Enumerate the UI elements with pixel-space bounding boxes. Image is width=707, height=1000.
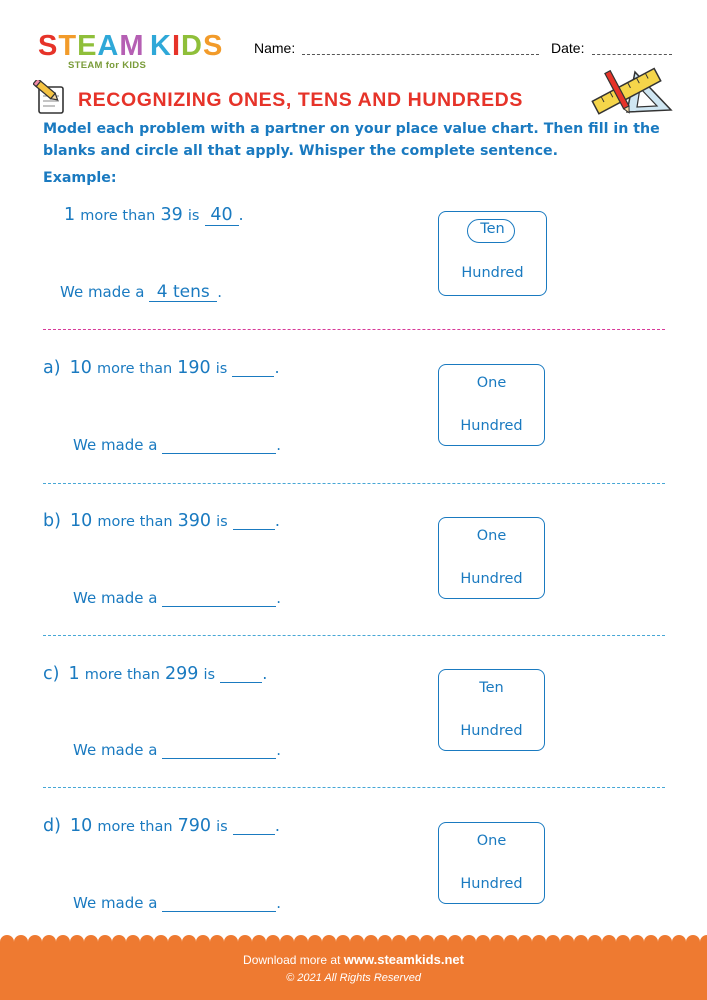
page-title: RECOGNIZING ONES, TENS AND HUNDREDS — [78, 89, 523, 111]
problem-d-choice-hundred[interactable]: Hundred — [460, 876, 523, 892]
divider-blue — [43, 787, 665, 788]
problem-b-choice-box — [438, 517, 545, 599]
problem-d-made-sentence: We made a . — [73, 894, 282, 912]
logo-word-steam: STEAM — [38, 30, 145, 62]
footer-download: Download more at www.steamkids.net — [243, 952, 464, 967]
divider-blue — [43, 635, 665, 636]
example-choice-ten[interactable]: Ten — [480, 221, 505, 237]
problem-a-answer-blank[interactable] — [232, 360, 274, 377]
problem-b-made-blank[interactable] — [162, 591, 276, 607]
instructions: Model each problem with a partner on your place value chart. Then fill in the blanks and circle all that apply. Whisper the complete sentence. — [43, 121, 660, 159]
example-made-sentence: We made a 4 tens . — [60, 282, 223, 302]
problem-d-choice-one[interactable]: One — [476, 833, 507, 849]
problem-d-answer-blank[interactable] — [233, 818, 275, 835]
problem-c-answer-blank[interactable] — [220, 666, 262, 683]
problem-b-question: b) 10 more than 390 is . — [43, 511, 280, 531]
problem-a-made-sentence: We made a . — [73, 436, 282, 454]
problem-c-choice-box — [438, 669, 545, 751]
problem-b-choice-hundred[interactable]: Hundred — [460, 571, 523, 587]
problem-d-made-blank[interactable] — [162, 896, 276, 912]
footer-bar — [0, 942, 707, 1000]
example-made-answer: 4 tens — [149, 284, 217, 302]
logo-word-kids: KIDS — [150, 30, 224, 62]
example-question: 1 more than 39 is 40 . — [64, 205, 244, 225]
example-choice-box — [438, 211, 547, 296]
problem-c-made-sentence: We made a . — [73, 741, 282, 759]
date-line[interactable] — [592, 54, 672, 55]
problem-a-made-blank[interactable] — [162, 438, 276, 454]
footer-copyright: © 2021 All Rights Reserved — [286, 972, 421, 984]
problem-b-made-sentence: We made a . — [73, 589, 282, 607]
divider-blue — [43, 483, 665, 484]
problem-a-choice-one[interactable]: One — [476, 375, 507, 391]
problem-a-choice-hundred[interactable]: Hundred — [460, 418, 523, 434]
example-choice-hundred[interactable]: Hundred — [461, 265, 524, 281]
problem-a-question: a) 10 more than 190 is . — [43, 358, 280, 378]
problem-c-choice-ten[interactable]: Ten — [479, 680, 504, 696]
footer-site-link[interactable]: www.steamkids.net — [343, 952, 464, 967]
problem-b-choice-one[interactable]: One — [476, 528, 507, 544]
date-label: Date: — [551, 40, 585, 56]
problem-d-question: d) 10 more than 790 is . — [43, 816, 280, 836]
divider-pink — [43, 329, 665, 330]
pencil-paper-icon — [33, 80, 69, 116]
name-line[interactable] — [302, 54, 539, 55]
name-label: Name: — [254, 40, 296, 56]
problem-c-made-blank[interactable] — [162, 743, 276, 759]
problem-a-choice-box — [438, 364, 545, 446]
steam-kids-logo — [38, 30, 238, 70]
problem-c-choice-hundred[interactable]: Hundred — [460, 723, 523, 739]
example-label: Example: — [43, 170, 117, 186]
logo-tagline: STEAM for KIDS — [68, 60, 147, 71]
problem-c-question: c) 1 more than 299 is . — [43, 664, 268, 684]
problem-b-answer-blank[interactable] — [233, 513, 275, 530]
ruler-triangle-icon — [587, 62, 675, 118]
problem-d-choice-box — [438, 822, 545, 904]
example-answer: 40 — [205, 207, 239, 226]
